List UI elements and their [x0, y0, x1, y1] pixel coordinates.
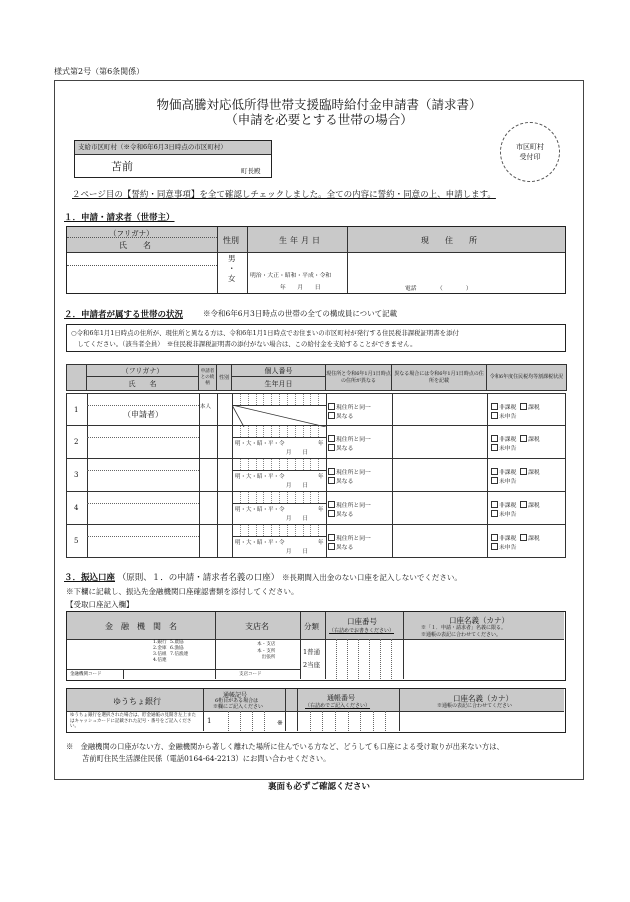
opt-same: 現住所と同一: [336, 405, 371, 411]
digit-box[interactable]: [361, 711, 374, 731]
tax-nontax: 非課税: [499, 437, 517, 443]
sex-header: 性別: [223, 236, 239, 245]
branch-header: 支店名: [245, 622, 269, 631]
digit-box[interactable]: [265, 711, 277, 731]
checkbox-icon[interactable]: [328, 412, 335, 419]
branch-type-option[interactable]: 本・支店: [257, 642, 276, 647]
sex-options[interactable]: [228, 254, 236, 284]
household-table: [66, 364, 567, 391]
row-tax-options[interactable]: [491, 534, 540, 552]
tax-tax: 課税: [528, 437, 540, 443]
no-birth-slash: [232, 405, 326, 427]
yucho-symbol-input[interactable]: [217, 711, 277, 731]
section3-heading-wrap: [64, 571, 462, 583]
hh-mynumber-header: 個人番号: [232, 365, 326, 377]
bank-code-label: 金融機関コード: [70, 672, 102, 677]
acct-number-input[interactable]: [326, 639, 403, 679]
row-address-options[interactable]: [328, 435, 371, 453]
bank-types[interactable]: [153, 640, 188, 664]
row-birth-md: 月 日: [286, 450, 309, 456]
row-number: 4: [74, 504, 79, 512]
row-tax-options[interactable]: [491, 501, 540, 519]
row-birth-year: 年: [318, 474, 324, 480]
bank-type-option[interactable]: 5.農協: [170, 640, 184, 645]
type-header: 分類: [304, 622, 319, 631]
bank-type-option[interactable]: 3.信組: [153, 652, 167, 657]
footnote-line2: 苫前町住民生活課住民係（電話0164-64-2213）にお問い合わせください。: [82, 754, 331, 763]
checkbox-icon[interactable]: [328, 444, 335, 451]
row-mynumber-input[interactable]: [232, 459, 326, 471]
birth-ymd[interactable]: 年 月 日: [280, 285, 321, 291]
checkbox-icon[interactable]: [491, 403, 498, 410]
yucho-header: ゆうちょ銀行: [113, 697, 161, 706]
household-row: [66, 393, 566, 426]
row-birth-md: 月 日: [286, 549, 309, 555]
digit-box[interactable]: [217, 711, 229, 731]
phone-field[interactable]: 電話 （ ）: [405, 286, 472, 292]
digit-box[interactable]: [392, 639, 403, 679]
digit-box[interactable]: [349, 711, 362, 731]
bank-type-option[interactable]: 2.金庫: [153, 646, 167, 651]
digit-box[interactable]: [298, 711, 311, 731]
municipality-label: 支給市区町村（※令和6年6月3日時点の市区町村）: [75, 141, 271, 155]
row-tax-options[interactable]: [491, 435, 540, 453]
yucho-holder-sub: ※通帳の表記に合わせてください: [437, 703, 513, 709]
digit-box[interactable]: [311, 711, 324, 731]
hh-name-header: 氏 名: [87, 377, 199, 391]
name-header: 氏 名: [119, 241, 151, 250]
municipality-suffix: 町長殿: [241, 167, 261, 175]
era-options[interactable]: 明治・大正・昭和・平成・令和: [250, 273, 332, 279]
row-mynumber-input[interactable]: [232, 492, 326, 504]
branch-types[interactable]: [257, 642, 275, 662]
tax-undeclared: 未申告: [499, 545, 517, 551]
tax-nontax: 非課税: [499, 536, 517, 542]
row-mynumber-input[interactable]: [232, 525, 326, 537]
checkbox-icon[interactable]: [328, 403, 335, 410]
hh-sex-header: 性別: [217, 365, 232, 391]
hh-relation-header: 申請者との続柄: [199, 365, 217, 391]
row-birth-md: 月 日: [286, 516, 309, 522]
yucho-table: [66, 688, 566, 733]
checkbox-icon[interactable]: [328, 468, 335, 475]
digit-box[interactable]: [359, 639, 370, 679]
acct-header: 口座番号: [347, 617, 377, 626]
tax-undeclared: 未申告: [499, 479, 517, 485]
stamp-line1: 市区町村: [516, 143, 544, 151]
household-row: [66, 426, 566, 459]
section3-heading-rest: （原則、１．の申請・請求者名義の口座）: [117, 573, 280, 583]
row-mynumber-input[interactable]: [232, 426, 326, 438]
digit-box[interactable]: [381, 639, 392, 679]
checkbox-icon[interactable]: [328, 501, 335, 508]
bank-type-option[interactable]: 1.銀行: [153, 640, 167, 645]
hh-tax-header: 令和6年度住民税均等割課税状況: [487, 365, 567, 391]
hh-furigana-header: （フリガナ）: [87, 365, 199, 377]
household-row: [66, 459, 566, 492]
checkbox-icon[interactable]: [491, 534, 498, 541]
yucho-number-header: 通帳番号: [327, 694, 355, 702]
checkbox-icon[interactable]: [520, 435, 527, 442]
sex-female[interactable]: 女: [228, 274, 236, 283]
opt-same: 現住所と同一: [336, 437, 371, 443]
bank-code-input[interactable]: [123, 669, 216, 679]
confirm-text: ２ページ目の【誓約・同意事項】を全て確認しチェックしました。全ての内容に誓約・同意の上、申請します。: [72, 190, 496, 200]
row-birth-year: 年: [318, 507, 324, 513]
branch-type-option[interactable]: 本・支所: [257, 648, 276, 654]
tax-nontax: 非課税: [499, 503, 517, 509]
row-number: 1: [74, 406, 79, 414]
row-number: 2: [74, 438, 79, 446]
bank-type-option[interactable]: 6.漁協: [170, 646, 184, 651]
hh-addr-diff-header: 異なる場合には令和6年1月1日時点の住所を記載: [392, 365, 487, 391]
checkbox-icon[interactable]: [520, 403, 527, 410]
bank-table: [66, 611, 566, 681]
yucho-symbol-sub1: 6桁目がある場合は: [215, 698, 259, 704]
digit-box[interactable]: [229, 711, 241, 731]
bank-name-input[interactable]: [69, 641, 149, 667]
opt-same: 現住所と同一: [336, 503, 371, 509]
digit-box[interactable]: [348, 639, 359, 679]
household-row: [66, 525, 566, 558]
checkbox-icon[interactable]: [491, 468, 498, 475]
hh-birth-header: 生年月日: [232, 377, 326, 391]
row-address-options[interactable]: [328, 501, 371, 519]
stamp-line2: 受付印: [519, 153, 541, 161]
yucho-number-sub: （右詰めでご記入ください）: [305, 703, 371, 709]
section2-notice: [66, 324, 566, 352]
municipality-box: [74, 140, 272, 178]
municipality-value[interactable]: 苫前: [111, 160, 133, 173]
tax-tax: 課税: [528, 470, 540, 476]
acct-sub: （右詰めでお書きください）: [329, 628, 395, 634]
row-tax-options[interactable]: [491, 468, 540, 486]
bank-name-header: 金 融 機 関 名: [105, 622, 177, 631]
checkbox-icon[interactable]: [328, 435, 335, 442]
checkbox-icon[interactable]: [491, 510, 498, 517]
section3-heading: ３．振込口座: [64, 573, 116, 583]
opt-diff: 異なる: [336, 414, 354, 420]
row-address-options[interactable]: [328, 534, 371, 552]
applicant-name-input[interactable]: [69, 267, 215, 291]
row-birth[interactable]: 明・大・昭・平・令: [235, 474, 285, 480]
row-birth-year: 年: [318, 540, 324, 546]
yucho-symbol-sub2: ※欄にご記入ください: [213, 704, 264, 710]
row-address-options[interactable]: [328, 403, 371, 421]
reception-stamp: [500, 122, 560, 182]
holder-sub1: ※「１．申請・請求者」名義に限る。: [421, 625, 507, 631]
applicant-table: [66, 226, 566, 294]
checkbox-icon[interactable]: [491, 501, 498, 508]
hh-addr-jan-header: 現住所と令和6年1月1日時点の住所が異なる: [326, 365, 392, 391]
digit-box[interactable]: [386, 711, 399, 731]
address-input[interactable]: [349, 254, 563, 280]
holder-sub2: ※通帳の表記に合わせてください。: [421, 632, 502, 638]
digit-box[interactable]: [337, 639, 348, 679]
row-birth[interactable]: 明・大・昭・平・令: [235, 540, 285, 546]
digit-box[interactable]: [323, 711, 336, 731]
section3-subnote: ※下欄に記載し、振込先金融機関口座確認書類を添付してください。: [66, 587, 299, 596]
address-header: 現 住 所: [421, 236, 477, 245]
digit-box[interactable]: [374, 711, 387, 731]
applicant-furigana-input[interactable]: [69, 254, 215, 264]
branch-type-option[interactable]: 出張所: [261, 655, 276, 660]
section3-note: ※長期間入出金のない口座を記入しないでください。: [281, 573, 462, 582]
row-tax-options[interactable]: [491, 403, 540, 421]
row-prev-address-input[interactable]: [395, 428, 487, 456]
birth-header: 生年月日: [279, 236, 323, 245]
yucho-number-input[interactable]: [298, 711, 399, 731]
row-prev-address-input[interactable]: [395, 461, 487, 489]
notice-line1: ○令和6年1月1日時点の住所が、現住所と異なる方は、令和6年1月1日時点でお住まいの市区町村が発行する住民税非課税証明書を添付: [71, 329, 459, 337]
row-prev-address-input[interactable]: [395, 527, 487, 555]
sex-male[interactable]: 男: [228, 254, 236, 263]
account-type-option[interactable]: 1普通: [303, 648, 321, 656]
checkbox-icon[interactable]: [491, 435, 498, 442]
digit-box[interactable]: [326, 639, 337, 679]
digit-box[interactable]: [253, 711, 265, 731]
notice-line2: してください。（該当者全員） ※住民税非課税証明書の添付がない場合は、この給付金を支給することができません。: [71, 340, 417, 348]
tax-nontax: 非課税: [499, 405, 517, 411]
digit-box[interactable]: [370, 639, 381, 679]
row-birth-year: 年: [318, 441, 324, 447]
footnote-line1: ※ 金融機関の口座がない方、金融機関から著しく離れた場所に住んでいる方など、どうしても口座による受け取りが出来ない方は、: [66, 742, 504, 751]
checkbox-icon[interactable]: [491, 477, 498, 484]
checkbox-icon[interactable]: [328, 477, 335, 484]
checkbox-icon[interactable]: [491, 543, 498, 550]
sex-dot: ・: [228, 264, 236, 273]
opt-diff: 異なる: [336, 479, 354, 485]
section1-heading: １．申請・請求者（世帯主）: [64, 213, 175, 223]
holder-input[interactable]: [405, 641, 562, 677]
checkbox-icon[interactable]: [328, 510, 335, 517]
row-prev-address-input[interactable]: [395, 494, 487, 522]
tax-undeclared: 未申告: [499, 446, 517, 452]
holder-header: 口座名義（カナ）: [449, 616, 509, 625]
yucho-note: ゆうちょ銀行を選択された場合は、貯金通帳の見開き左上またはキャッシュカードに記載された記号・番号をご記入ください。: [70, 713, 196, 729]
row-birth[interactable]: 明・大・昭・平・令: [235, 441, 285, 447]
row-name[interactable]: （申請者）: [123, 410, 163, 419]
branch-code-label: 支店コード: [239, 672, 262, 677]
tax-nontax: 非課税: [499, 470, 517, 476]
checkbox-icon[interactable]: [520, 534, 527, 541]
furigana-header: （フリガナ）: [109, 229, 154, 238]
row-birth-md: 月 日: [286, 483, 309, 489]
row-relation[interactable]: 本人: [200, 404, 212, 410]
yucho-holder-input[interactable]: [401, 713, 561, 730]
checkbox-icon[interactable]: [328, 534, 335, 541]
checkbox-icon[interactable]: [328, 543, 335, 550]
acct-types[interactable]: [303, 646, 320, 672]
checkbox-icon[interactable]: [491, 444, 498, 451]
tax-tax: 課税: [528, 503, 540, 509]
account-type-option[interactable]: 2当座: [303, 661, 321, 669]
opt-diff: 異なる: [336, 545, 354, 551]
bank-type-option[interactable]: 4.信連: [153, 658, 167, 663]
tax-undeclared: 未申告: [499, 512, 517, 518]
household-row: [66, 492, 566, 525]
opt-diff: 異なる: [336, 512, 354, 518]
row-address-options[interactable]: [328, 468, 371, 486]
tax-tax: 課税: [528, 536, 540, 542]
form-subtitle: （申請を必要とする世帯の場合）: [225, 112, 413, 127]
row-number: 3: [74, 471, 79, 479]
section2-note: ※令和6年6月3日時点の世帯の全ての構成員について記載: [203, 309, 398, 318]
section2-heading: ２．申請者が属する世帯の状況: [64, 310, 184, 320]
yucho-symbol-one: 1: [207, 717, 212, 725]
digit-box[interactable]: [336, 711, 349, 731]
form-title: 物価高騰対応低所得世帯支援臨時給付金申請書（請求書）: [156, 97, 482, 112]
row-birth[interactable]: 明・大・昭・平・令: [235, 507, 285, 513]
yucho-symbol-header: 通帳記号: [223, 692, 248, 699]
row-number: 5: [74, 537, 79, 545]
yucho-holder-header: 口座名義（カナ）: [453, 694, 513, 703]
account-box-title: 【受取口座記入欄】: [66, 600, 134, 609]
row-prev-address-input[interactable]: [395, 396, 487, 424]
tax-tax: 課税: [528, 405, 540, 411]
yucho-kome: ※: [277, 719, 283, 727]
checkbox-icon[interactable]: [520, 501, 527, 508]
tax-undeclared: 未申告: [499, 414, 517, 420]
form-number: 様式第2号（第6条関係）: [54, 67, 145, 76]
bank-type-option[interactable]: 7.信漁連: [170, 652, 189, 657]
digit-box[interactable]: [241, 711, 253, 731]
opt-same: 現住所と同一: [336, 536, 371, 542]
opt-same: 現住所と同一: [336, 470, 371, 476]
checkbox-icon[interactable]: [520, 468, 527, 475]
checkbox-icon[interactable]: [491, 412, 498, 419]
opt-diff: 異なる: [336, 446, 354, 452]
footer-note: 裏面も必ずご確認ください: [267, 782, 370, 792]
